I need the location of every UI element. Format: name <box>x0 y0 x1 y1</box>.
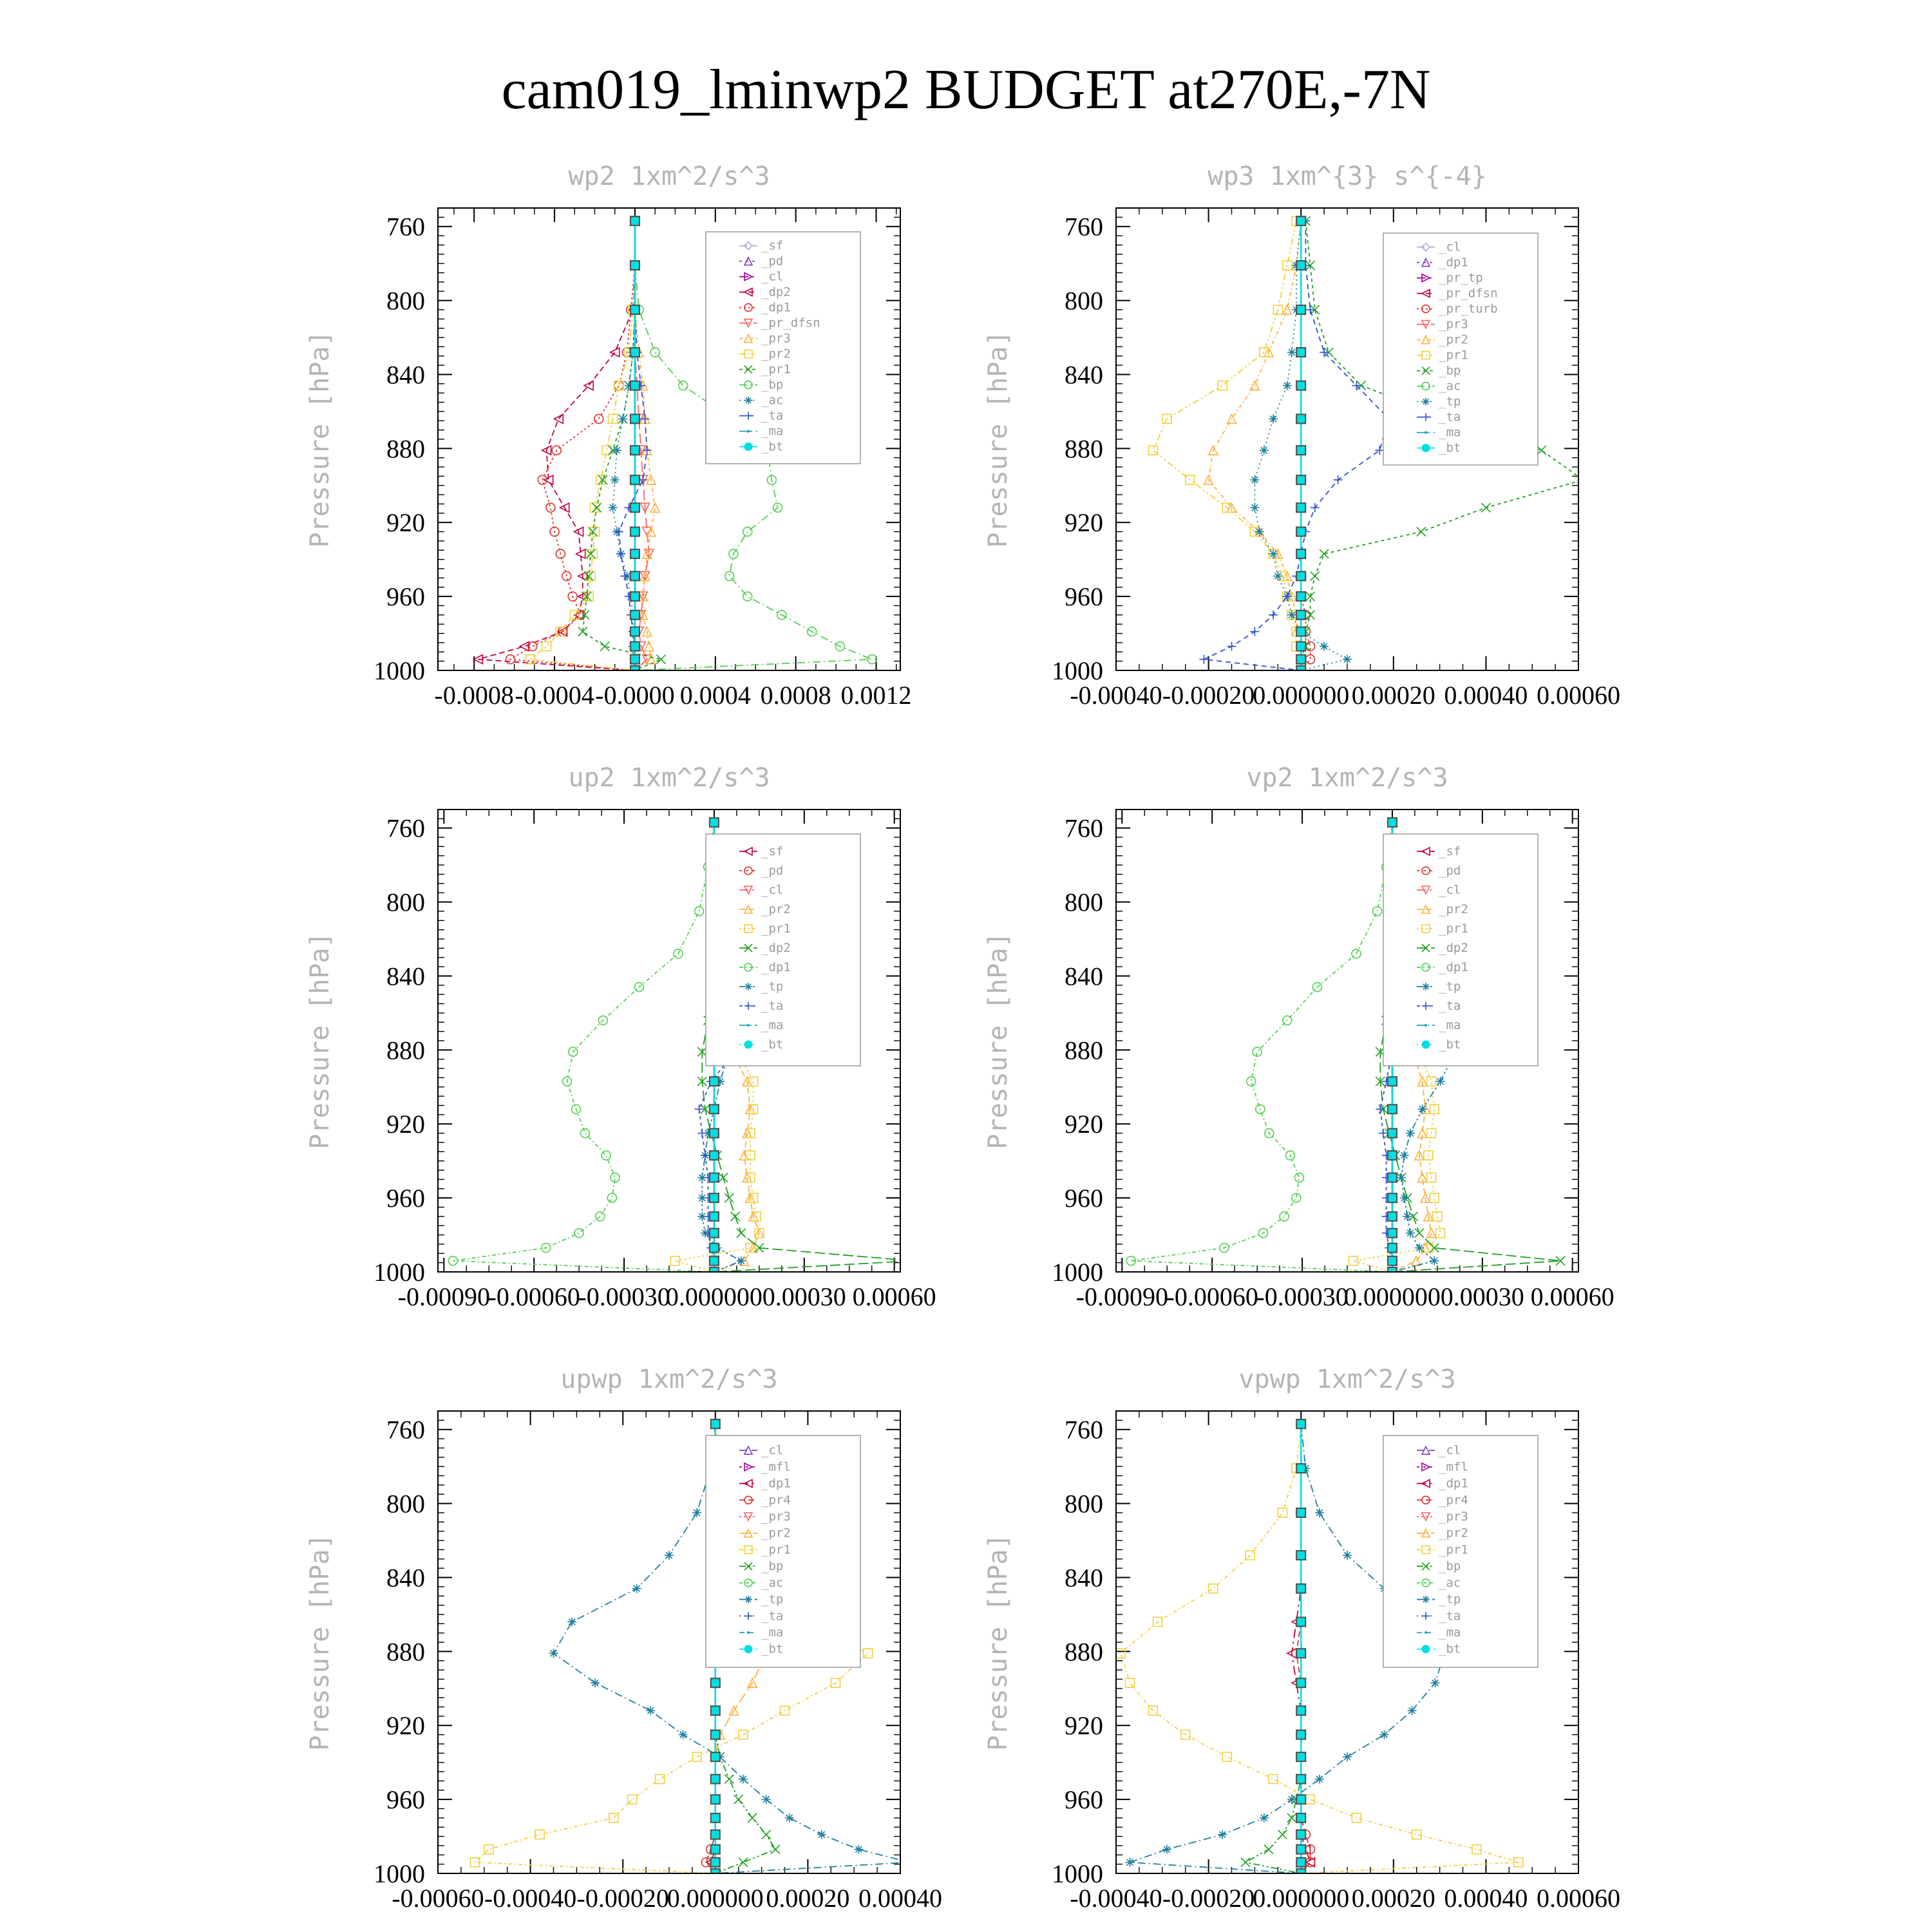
legend <box>1383 834 1538 1066</box>
y-tick-label: 880 <box>386 1036 425 1065</box>
y-tick-label: 1000 <box>1052 1859 1103 1888</box>
legend-label: _ac <box>761 393 784 408</box>
figure-title: cam019_lminwp2 BUDGET at270E,-7N <box>501 59 1431 121</box>
data-point-bt <box>630 572 639 581</box>
data-point-bt <box>711 1730 720 1739</box>
data-point-bt <box>1296 549 1305 558</box>
legend-label: _pr_tp <box>1439 270 1483 285</box>
data-point-bt <box>710 818 719 827</box>
data-point-bt <box>1296 381 1305 390</box>
data-point-bt <box>710 1244 719 1253</box>
y-tick-label: 800 <box>1065 1489 1103 1519</box>
legend-label: _cl <box>761 269 784 284</box>
y-tick-label: 840 <box>1065 360 1103 390</box>
legend-label: _dp1 <box>1439 960 1468 974</box>
y-tick-label: 960 <box>1065 582 1103 612</box>
legend-label: _bt <box>761 1037 784 1052</box>
legend-label: _sf <box>1439 844 1461 858</box>
data-point-bt <box>711 1752 720 1761</box>
data-point-tp <box>1379 1730 1388 1739</box>
x-tick-label: -0.00060 <box>392 1884 484 1913</box>
data-point-bt <box>1296 1814 1305 1823</box>
legend-label: _pr1 <box>1439 1542 1468 1557</box>
y-tick-label: 880 <box>386 1637 425 1667</box>
legend-marker-ma <box>1425 1631 1427 1634</box>
data-point-bt <box>630 655 639 664</box>
data-point-tp <box>854 1845 863 1854</box>
data-point-bt <box>1296 1617 1305 1626</box>
data-point-tp <box>1343 655 1352 664</box>
data-point-bt <box>630 592 639 601</box>
legend-marker-bt <box>744 443 752 451</box>
data-point-bt <box>710 1151 719 1160</box>
y-axis-label: Pressure [hPa] <box>305 1533 335 1751</box>
x-tick-label: -0.00040 <box>1070 1884 1162 1913</box>
data-point-bt <box>710 1256 719 1265</box>
legend-marker-bt <box>1422 1645 1430 1653</box>
data-point-bt <box>711 1795 720 1804</box>
x-tick-label: 0.00030 <box>1440 1282 1524 1311</box>
x-tick-label: -0.0008 <box>434 681 514 710</box>
legend-label: _ta <box>1439 1609 1461 1624</box>
data-point-bt <box>1296 627 1305 636</box>
legend-label: _ac <box>761 1575 784 1590</box>
data-point-bt <box>711 1706 720 1715</box>
y-tick-label: 800 <box>386 286 425 316</box>
x-tick-label: -0.00020 <box>1162 681 1255 710</box>
legend-marker-bt <box>744 1645 752 1653</box>
legend-label: _pr_dfsn <box>761 316 820 330</box>
x-tick-label: -0.00030 <box>1256 1282 1349 1311</box>
data-point-tp <box>665 1551 674 1560</box>
legend-label: _pd <box>761 864 784 878</box>
data-point-bt <box>1296 527 1305 536</box>
data-point-bt <box>711 1845 720 1854</box>
legend-label: _ma <box>761 424 784 439</box>
panel-title: wp2 1xm^2/s^3 <box>568 162 770 191</box>
data-point-bt <box>1388 818 1397 827</box>
legend-label: _mfl <box>761 1459 791 1474</box>
data-point-bt <box>1296 592 1305 601</box>
legend-label: _cl <box>761 1443 784 1458</box>
x-tick-label: 0.00060 <box>1530 1282 1615 1311</box>
legend-label: _dp2 <box>761 285 791 299</box>
legend-label: _pr3 <box>1439 1510 1468 1524</box>
y-tick-label: 920 <box>386 1711 425 1741</box>
legend-label: _pr2 <box>1439 1526 1468 1540</box>
legend-label: _ma <box>761 1625 784 1640</box>
legend-label: _pr2 <box>761 902 791 916</box>
x-tick-label: 0.00040 <box>1444 681 1528 710</box>
panel-title: wp3 1xm^{3} s^{-4} <box>1208 162 1487 191</box>
legend-label: _bt <box>761 439 784 454</box>
data-point-bt <box>710 1212 719 1221</box>
y-tick-label: 800 <box>386 887 425 917</box>
legend-marker-bt <box>1422 1041 1430 1048</box>
legend-label: _bt <box>1439 440 1461 455</box>
y-axis-label: Pressure [hPa] <box>305 330 335 548</box>
data-point-bt <box>1296 1858 1305 1867</box>
x-tick-label: 0.00060 <box>1537 1884 1620 1913</box>
data-point-bt <box>630 305 639 314</box>
x-tick-label: 0.0008 <box>760 681 831 710</box>
x-tick-label: 0.000000 <box>1253 1884 1350 1913</box>
data-point-bt <box>1296 414 1305 423</box>
x-tick-label: 0.0012 <box>840 681 912 710</box>
legend-label: _pr1 <box>1439 348 1468 363</box>
data-point-bt <box>1388 1173 1397 1182</box>
data-point-bt <box>710 1129 719 1138</box>
legend-marker-tp <box>1422 983 1430 990</box>
y-tick-label: 960 <box>1065 1785 1103 1815</box>
x-tick-label: 0.000000 <box>1253 681 1350 710</box>
data-point-bt <box>1296 446 1305 455</box>
data-point-bt <box>1388 1229 1397 1238</box>
data-point-bt <box>1296 642 1305 651</box>
data-point-bt <box>1388 1104 1397 1113</box>
legend-label: _pr2 <box>1439 902 1468 916</box>
y-tick-label: 920 <box>1065 1711 1103 1741</box>
x-tick-label: -0.00040 <box>1070 681 1162 710</box>
legend-label: _pr2 <box>761 346 791 361</box>
y-axis-label: Pressure [hPa] <box>305 932 335 1150</box>
x-tick-label: -0.00090 <box>1075 1282 1168 1311</box>
x-tick-label: -0.00040 <box>484 1884 577 1913</box>
data-point-bt <box>1296 1752 1305 1761</box>
data-point-bt <box>630 414 639 423</box>
data-point-bt <box>1388 1244 1397 1253</box>
data-point-bt <box>1296 611 1305 620</box>
data-point-tp <box>1260 1814 1269 1823</box>
legend-marker-tp <box>744 983 752 990</box>
data-point-bt <box>630 216 639 225</box>
data-point-bt <box>630 261 639 270</box>
legend-label: _pr3 <box>1439 317 1468 332</box>
y-tick-label: 1000 <box>374 1859 425 1888</box>
data-point-bt <box>711 1814 720 1823</box>
x-tick-label: 0.00040 <box>858 1884 942 1913</box>
x-tick-label: 0.00020 <box>1351 1884 1435 1913</box>
y-tick-label: 840 <box>1065 961 1103 991</box>
data-point-bt <box>630 381 639 390</box>
data-point-tp <box>1406 1229 1415 1238</box>
legend-marker-ma <box>747 1631 750 1634</box>
legend-label: _ma <box>761 1018 784 1032</box>
data-point-bt <box>1388 1077 1397 1086</box>
data-point-bt <box>710 1077 719 1086</box>
legend <box>706 834 860 1066</box>
data-point-tp <box>1287 1795 1296 1804</box>
y-tick-label: 960 <box>1065 1184 1103 1213</box>
data-point-bt <box>711 1775 720 1784</box>
data-point-tp <box>591 1678 600 1687</box>
legend-label: _pd <box>761 254 784 269</box>
y-tick-label: 920 <box>1065 508 1103 538</box>
data-point-bt <box>1388 1212 1397 1221</box>
x-tick-label: 0.00030 <box>762 1282 846 1311</box>
x-tick-label: -0.00020 <box>1162 1884 1255 1913</box>
x-tick-label: 0.00020 <box>766 1884 850 1913</box>
legend-marker-bt <box>744 1041 752 1048</box>
legend-label: _bt <box>1439 1642 1461 1656</box>
x-tick-label: -0.00060 <box>488 1282 580 1311</box>
legend-label: _pr2 <box>1439 332 1468 347</box>
y-tick-label: 1000 <box>1052 1258 1103 1287</box>
x-tick-label: 0.000000 <box>665 1282 762 1311</box>
data-point-tp <box>549 1649 558 1658</box>
data-point-bt <box>1296 1419 1305 1428</box>
data-point-bt <box>630 549 639 558</box>
y-tick-label: 760 <box>386 813 425 843</box>
legend-label: _pr4 <box>761 1493 791 1508</box>
y-tick-label: 920 <box>386 508 425 538</box>
data-point-bt <box>710 1229 719 1238</box>
y-tick-label: 760 <box>386 212 425 242</box>
legend-label: _bp <box>761 1559 784 1574</box>
legend-label: _cl <box>1439 240 1461 254</box>
data-point-bt <box>1296 1464 1305 1473</box>
data-point-bt <box>630 503 639 512</box>
legend-label: _pr_turb <box>1439 301 1498 316</box>
legend-label: _ta <box>761 408 784 423</box>
legend-label: _pr3 <box>761 331 791 346</box>
y-tick-label: 840 <box>386 1563 425 1593</box>
y-axis-label: Pressure [hPa] <box>983 330 1013 548</box>
y-tick-label: 960 <box>386 1184 425 1213</box>
data-point-bt <box>1296 1649 1305 1658</box>
y-tick-label: 760 <box>1065 212 1103 242</box>
data-point-bt <box>630 642 639 651</box>
legend-label: _pr_dfsn <box>1439 286 1498 301</box>
legend-label: _ac <box>1439 1575 1461 1590</box>
y-tick-label: 880 <box>1065 434 1103 464</box>
data-point-tp <box>1218 1830 1227 1839</box>
data-point-bt <box>630 527 639 536</box>
data-point-bt <box>1296 1730 1305 1739</box>
legend-label: _tp <box>761 1592 784 1607</box>
data-point-bt <box>1296 1775 1305 1784</box>
legend-label: _dp2 <box>1439 941 1468 955</box>
legend-marker-ma <box>1425 1024 1427 1027</box>
y-tick-label: 1000 <box>1052 656 1103 685</box>
legend-label: _dp1 <box>761 1476 791 1491</box>
x-tick-label: 0.00020 <box>1351 681 1435 710</box>
y-axis-label: Pressure [hPa] <box>983 1533 1013 1751</box>
data-point-bt <box>710 1104 719 1113</box>
data-point-tp <box>1315 1775 1324 1784</box>
legend-label: _dp1 <box>761 960 791 974</box>
legend-label: _bp <box>1439 363 1461 378</box>
data-point-bt <box>630 348 639 357</box>
data-point-tp <box>1400 1151 1409 1160</box>
y-tick-label: 800 <box>1065 286 1103 316</box>
data-point-bt <box>630 627 639 636</box>
legend-label: _ac <box>1439 379 1461 393</box>
legend-label: _bt <box>761 1642 784 1656</box>
y-tick-label: 920 <box>386 1110 425 1139</box>
legend-marker-bt <box>1422 444 1430 452</box>
legend-label: _ta <box>761 1609 784 1624</box>
legend-label: _tp <box>1439 1592 1461 1607</box>
data-point-bt <box>710 1173 719 1182</box>
legend-label: _bt <box>1439 1037 1461 1052</box>
data-point-bt <box>1296 261 1305 270</box>
legend-label: _tp <box>1439 394 1461 409</box>
data-point-bt <box>1296 348 1305 357</box>
y-tick-label: 840 <box>1065 1563 1103 1593</box>
data-point-bt <box>1296 572 1305 581</box>
legend-label: _pr1 <box>761 922 791 936</box>
legend-label: _ma <box>1439 1018 1461 1032</box>
legend-marker-tp <box>1422 1596 1430 1604</box>
x-tick-label: -0.0000 <box>595 681 675 710</box>
x-tick-label: 0.00040 <box>1444 1884 1528 1913</box>
panel-title: upwp 1xm^2/s^3 <box>560 1365 778 1394</box>
legend-marker-tp <box>744 1596 752 1604</box>
legend-marker-ma <box>1425 431 1427 434</box>
legend-label: _cl <box>1439 1443 1461 1458</box>
legend-label: _pd <box>1439 864 1461 878</box>
panel-title: vpwp 1xm^2/s^3 <box>1238 1365 1456 1394</box>
data-point-bt <box>1296 1678 1305 1687</box>
y-tick-label: 880 <box>1065 1637 1103 1667</box>
legend-label: _cl <box>761 883 784 897</box>
legend-label: _pr1 <box>1439 922 1468 936</box>
x-tick-label: 0.00060 <box>852 1282 936 1311</box>
y-tick-label: 880 <box>1065 1036 1103 1065</box>
legend-label: _tp <box>1439 980 1461 994</box>
y-tick-label: 960 <box>386 1785 425 1815</box>
legend-label: _sf <box>761 844 784 858</box>
legend <box>1383 233 1538 465</box>
data-point-ac <box>612 446 621 455</box>
x-tick-label: -0.00060 <box>1166 1282 1258 1311</box>
legend <box>706 1435 860 1667</box>
x-tick-label: -0.00020 <box>576 1884 669 1913</box>
data-point-tp <box>1403 1212 1412 1221</box>
legend-label: _ma <box>1439 425 1461 440</box>
x-tick-label: 0.000000 <box>1343 1282 1441 1311</box>
x-tick-label: 0.00060 <box>1537 681 1620 710</box>
y-tick-label: 800 <box>386 1489 425 1519</box>
data-point-bt <box>1296 1508 1305 1517</box>
data-point-bt <box>711 1678 720 1687</box>
data-point-bt <box>1296 655 1305 664</box>
legend-label: _pr3 <box>761 1510 791 1524</box>
y-tick-label: 760 <box>1065 1415 1103 1444</box>
legend-label: _ta <box>1439 410 1461 424</box>
legend-label: _dp1 <box>1439 1476 1468 1491</box>
x-tick-label: -0.00090 <box>397 1282 490 1311</box>
legend-label: _dp1 <box>1439 255 1468 270</box>
y-tick-label: 840 <box>386 961 425 991</box>
data-point-tp <box>1406 1129 1415 1138</box>
y-tick-label: 1000 <box>374 1258 425 1287</box>
legend-label: _cl <box>1439 883 1461 897</box>
data-point-bt <box>630 446 639 455</box>
legend-label: _ta <box>761 999 784 1013</box>
data-point-bt <box>1388 1129 1397 1138</box>
data-point-bt <box>1296 1584 1305 1593</box>
data-point-tp <box>1343 1551 1352 1560</box>
y-tick-label: 800 <box>1065 887 1103 917</box>
data-point-tp <box>1400 1193 1409 1202</box>
legend-label: _tp <box>761 980 784 994</box>
y-tick-label: 760 <box>386 1415 425 1444</box>
data-point-tp <box>1408 1706 1417 1715</box>
y-tick-label: 960 <box>386 582 425 612</box>
legend-label: _pr2 <box>761 1526 791 1540</box>
data-point-bt <box>1388 1256 1397 1265</box>
data-point-tp <box>1260 446 1269 455</box>
legend-label: _pr1 <box>761 362 791 377</box>
y-tick-label: 760 <box>1065 813 1103 843</box>
data-point-bt <box>1296 1551 1305 1560</box>
data-point-bt <box>1296 1706 1305 1715</box>
legend-marker-ma <box>747 430 750 433</box>
x-tick-label: -0.0004 <box>515 681 594 710</box>
data-point-bt <box>711 1830 720 1839</box>
data-point-bt <box>1296 503 1305 512</box>
legend-label: _bp <box>761 377 784 392</box>
data-point-tp <box>1162 1845 1171 1854</box>
panel-title: up2 1xm^2/s^3 <box>568 763 770 793</box>
legend-label: _dp1 <box>761 300 791 315</box>
x-tick-label: 0.0004 <box>679 681 751 710</box>
panel-title: vp2 1xm^2/s^3 <box>1246 763 1448 793</box>
legend <box>1383 1435 1538 1667</box>
x-tick-label: -0.00030 <box>578 1282 670 1311</box>
data-point-tp <box>1320 642 1329 651</box>
data-point-bt <box>630 611 639 620</box>
data-point-bt <box>630 475 639 484</box>
data-point-tp <box>739 1775 748 1784</box>
data-point-tp <box>762 1795 771 1804</box>
data-point-bt <box>1296 305 1305 314</box>
legend <box>706 232 860 464</box>
data-point-bt <box>710 1193 719 1202</box>
y-tick-label: 920 <box>1065 1110 1103 1139</box>
legend-label: _bp <box>1439 1559 1461 1574</box>
data-point-bt <box>1388 1193 1397 1202</box>
data-point-bt <box>1296 1830 1305 1839</box>
data-point-tp <box>1343 1752 1352 1761</box>
data-point-tp <box>1430 1678 1439 1687</box>
legend-label: _dp2 <box>761 941 791 955</box>
data-point-bt <box>1296 1795 1305 1804</box>
legend-label: _sf <box>761 238 784 253</box>
data-point-tp <box>1315 1508 1324 1517</box>
legend-label: _pr1 <box>761 1542 791 1557</box>
x-tick-label: 0.000000 <box>667 1884 764 1913</box>
y-tick-label: 880 <box>386 434 425 464</box>
data-point-bt <box>711 1419 720 1428</box>
legend-marker-ma <box>747 1024 750 1027</box>
data-point-bt <box>1388 1151 1397 1160</box>
y-tick-label: 1000 <box>374 656 425 685</box>
data-point-bt <box>711 1858 720 1867</box>
legend-label: _pr4 <box>1439 1493 1468 1508</box>
legend-label: _ta <box>1439 999 1461 1013</box>
data-point-bt <box>1296 1845 1305 1854</box>
y-tick-label: 840 <box>386 360 425 390</box>
data-point-bt <box>1296 475 1305 484</box>
data-point-bt <box>1296 216 1305 225</box>
legend-label: _mfl <box>1439 1459 1468 1474</box>
legend-label: _ma <box>1439 1625 1461 1640</box>
y-axis-label: Pressure [hPa] <box>983 932 1013 1150</box>
